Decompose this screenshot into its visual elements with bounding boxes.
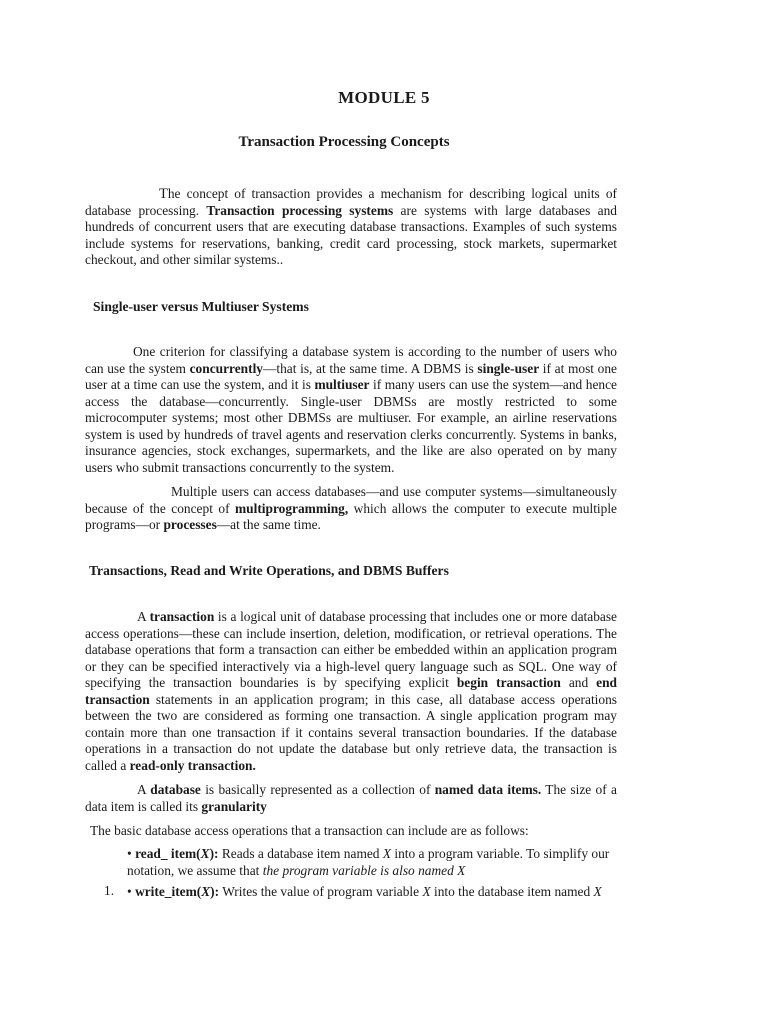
section2-paragraph-3: The basic database access operations that a transaction can include are as follows:	[90, 823, 529, 838]
page-title: Transaction Processing Concepts	[238, 134, 450, 150]
list-number: 1.	[104, 883, 115, 898]
section2-paragraph-2: A database is basically represented as a collection of named data items. The size of a data item is called its granularity	[85, 782, 617, 814]
dropcap: T	[159, 186, 168, 202]
section1-paragraph-1: One criterion for classifying a database system is according to the number of users who can use the system concurrently—that is, at the same time. A DBMS is single-user if at most one user at a time can use the system, and it is multiuser if many users can use the system—and hence access the database—concurrently. Single-user DBMSs are mostly restricted to some microcomputer systems; most other DBMSs are multiuser. For example, an airline reservations system is used by hundreds of travel agents and reservation clerks concurrently. Systems in banks, insurance agencies, stock exchanges, supermarkets, and the like are also operated on by many users who submit transactions concurrently to the system.	[85, 344, 617, 475]
list-item-read-item: • read_ item(X): Reads a database item named X into a program variable. To simplify our notation, we assume that the program variable is also named X	[127, 846, 610, 878]
module-heading: MODULE 5	[338, 88, 430, 107]
list-item-write-item: • write_item(X): Writes the value of program variable X into the database item named X	[127, 884, 602, 899]
section1-paragraph-2: Multiple users can access databases—and use computer systems—simultaneously because of the concept of multiprogramming, which allows the computer to execute multiple programs—or processes—at the same time.	[85, 484, 617, 532]
section-heading-transactions: Transactions, Read and Write Operations, and DBMS Buffers	[89, 563, 449, 578]
intro-paragraph: The concept of transaction provides a mechanism for describing logical units of database processing. Transaction processing systems are systems with large databases and hundreds of concurrent users that are executing database transactions. Examples of such systems include systems for reservations, banking, credit card processing, stock markets, supermarket checkout, and other similar systems..	[85, 186, 617, 267]
section-heading-single-multiuser: Single-user versus Multiuser Systems	[93, 299, 309, 314]
section2-paragraph-1: A transaction is a logical unit of database processing that includes one or more database access operations—these can include insertion, deletion, modification, or retrieval operations. The database operations that form a transaction can either be embedded within an application program or they can be specified interactively via a high-level query language such as SQL. One way of specifying the transaction boundaries is by specifying explicit begin transaction and end transaction statements in an application program; in this case, all database access operations between the two are considered as forming one transaction. A single application program may contain more than one transaction if it contains several transaction boundaries. If the database operations in a transaction do not update the database but only retrieve data, the transaction is called a read-only transaction.	[85, 609, 617, 773]
